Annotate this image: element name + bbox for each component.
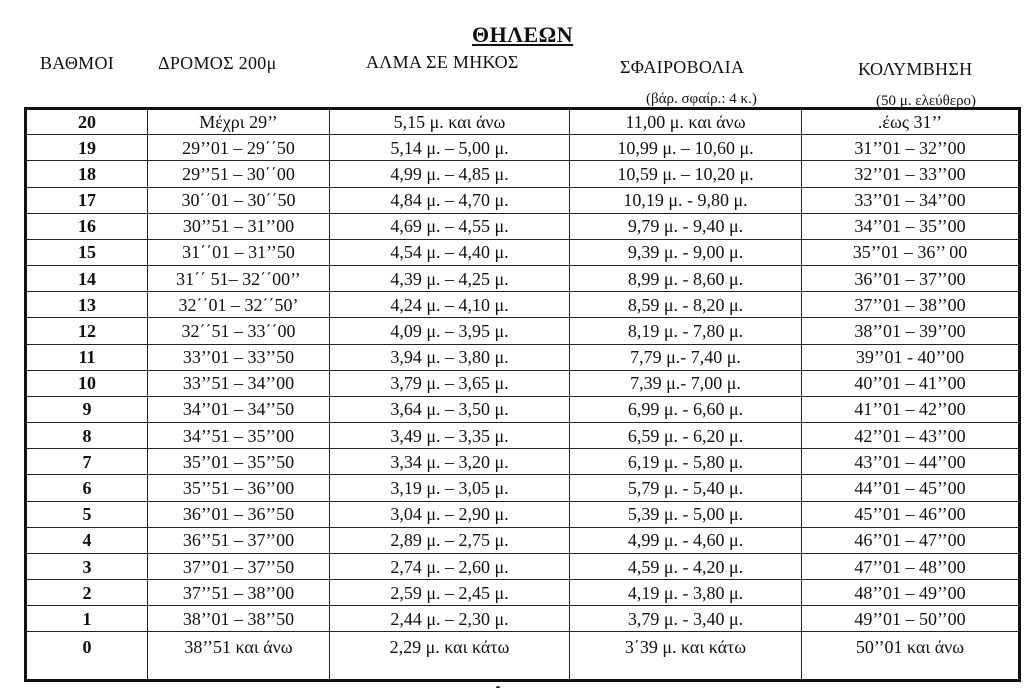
run-200m-cell: 34’’51 – 35’’00 [148, 423, 330, 449]
swimming-cell: 32’’01 – 33’’00 [802, 161, 1020, 187]
run-200m-cell: 33’’51 – 34’’00 [148, 370, 330, 396]
grade-cell: 8 [26, 423, 148, 449]
long-jump-cell: 4,39 μ. – 4,25 μ. [330, 266, 570, 292]
run-200m-cell: 30’’51 – 31’’00 [148, 213, 330, 239]
long-jump-cell: 3,34 μ. – 3,20 μ. [330, 449, 570, 475]
long-jump-cell: 3,19 μ. – 3,05 μ. [330, 475, 570, 501]
run-200m-cell: 38’’51 και άνω [148, 632, 330, 681]
shot-put-cell: 6,99 μ. - 6,60 μ. [570, 396, 802, 422]
shot-put-cell: 3,79 μ. - 3,40 μ. [570, 606, 802, 632]
subheader-shot-weight: (βάρ. σφαίρ.: 4 κ.) [646, 91, 757, 107]
shot-put-cell: 6,59 μ. - 6,20 μ. [570, 423, 802, 449]
page-title: ΘΗΛΕΩΝ [472, 22, 574, 47]
grade-cell: 7 [26, 449, 148, 475]
table-row [26, 213, 1020, 239]
long-jump-cell: 4,84 μ. – 4,70 μ. [330, 187, 570, 213]
shot-put-cell: 5,79 μ. - 5,40 μ. [570, 475, 802, 501]
long-jump-cell: 3,04 μ. – 2,90 μ. [330, 501, 570, 527]
grade-cell: 20 [26, 109, 148, 135]
shot-put-cell: 10,19 μ. - 9,80 μ. [570, 187, 802, 213]
scoring-table [24, 107, 1021, 682]
swimming-cell: 47’’01 – 48’’00 [802, 553, 1020, 579]
shot-put-cell: 5,39 μ. - 5,00 μ. [570, 501, 802, 527]
table-row [26, 475, 1020, 501]
swimming-cell: 42’’01 – 43’’00 [802, 423, 1020, 449]
swimming-cell: 41’’01 – 42’’00 [802, 396, 1020, 422]
shot-put-cell: 9,79 μ. - 9,40 μ. [570, 213, 802, 239]
table-row [26, 161, 1020, 187]
run-200m-cell: 33’’01 – 33’’50 [148, 344, 330, 370]
table-row [26, 135, 1020, 161]
swimming-cell: 34’’01 – 35’’00 [802, 213, 1020, 239]
grade-cell: 4 [26, 527, 148, 553]
swimming-cell: 31’’01 – 32’’00 [802, 135, 1020, 161]
table-row [26, 632, 1020, 681]
table-row [26, 239, 1020, 265]
run-200m-cell: 36’’01 – 36’’50 [148, 501, 330, 527]
run-200m-cell: 37’’51 – 38’’00 [148, 580, 330, 606]
grade-cell: 5 [26, 501, 148, 527]
run-200m-cell: 30΄΄01 – 30΄΄50 [148, 187, 330, 213]
long-jump-cell: 2,44 μ. – 2,30 μ. [330, 606, 570, 632]
swimming-cell: 43’’01 – 44’’00 [802, 449, 1020, 475]
shot-put-cell: 10,59 μ. – 10,20 μ. [570, 161, 802, 187]
grade-cell: 18 [26, 161, 148, 187]
swimming-cell: 46’’01 – 47’’00 [802, 527, 1020, 553]
shot-put-cell: 4,19 μ. - 3,80 μ. [570, 580, 802, 606]
run-200m-cell: 37’’01 – 37’’50 [148, 553, 330, 579]
swimming-cell: 37’’01 – 38’’00 [802, 292, 1020, 318]
grade-cell: 19 [26, 135, 148, 161]
grade-cell: 6 [26, 475, 148, 501]
header-long-jump: ΑΛΜΑ ΣΕ ΜΗΚΟΣ [366, 52, 519, 72]
table-row [26, 606, 1020, 632]
grade-cell: 2 [26, 580, 148, 606]
swimming-cell: 48’’01 – 49’’00 [802, 580, 1020, 606]
run-200m-cell: 36’’51 – 37’’00 [148, 527, 330, 553]
long-jump-cell: 4,99 μ. – 4,85 μ. [330, 161, 570, 187]
table-row [26, 370, 1020, 396]
grade-cell: 11 [26, 344, 148, 370]
table-row [26, 449, 1020, 475]
grade-cell: 0 [26, 632, 148, 681]
grade-cell: 3 [26, 553, 148, 579]
shot-put-cell: 6,19 μ. - 5,80 μ. [570, 449, 802, 475]
grade-cell: 15 [26, 239, 148, 265]
header-shot-put: ΣΦΑΙΡΟΒΟΛΙΑ [620, 57, 745, 77]
swimming-cell: 44’’01 – 45’’00 [802, 475, 1020, 501]
shot-put-cell: 7,39 μ.- 7,00 μ. [570, 370, 802, 396]
swimming-cell: 39’’01 - 40’’00 [802, 344, 1020, 370]
table-row [26, 580, 1020, 606]
long-jump-cell: 2,74 μ. – 2,60 μ. [330, 553, 570, 579]
table-row [26, 396, 1020, 422]
swimming-cell: .έως 31’’ [802, 109, 1020, 135]
table-row [26, 501, 1020, 527]
long-jump-cell: 3,49 μ. – 3,35 μ. [330, 423, 570, 449]
grade-cell: 12 [26, 318, 148, 344]
swimming-cell: 38’’01 – 39’’00 [802, 318, 1020, 344]
header-200m-run: ΔΡΟΜΟΣ 200μ [158, 53, 277, 73]
table-row [26, 344, 1020, 370]
swimming-cell: 33’’01 – 34’’00 [802, 187, 1020, 213]
table-row [26, 187, 1020, 213]
shot-put-cell: 8,99 μ. - 8,60 μ. [570, 266, 802, 292]
shot-put-cell: 10,99 μ. – 10,60 μ. [570, 135, 802, 161]
shot-put-cell: 11,00 μ. και άνω [570, 109, 802, 135]
swimming-cell: 45’’01 – 46’’00 [802, 501, 1020, 527]
long-jump-cell: 2,89 μ. – 2,75 μ. [330, 527, 570, 553]
swimming-cell: 36’’01 – 37’’00 [802, 266, 1020, 292]
run-200m-cell: 29’’51 – 30΄΄00 [148, 161, 330, 187]
swimming-cell: 35’’01 – 36’’ 00 [802, 239, 1020, 265]
grade-cell: 17 [26, 187, 148, 213]
run-200m-cell: Μέχρι 29’’ [148, 109, 330, 135]
grade-cell: 1 [26, 606, 148, 632]
long-jump-cell: 3,94 μ. – 3,80 μ. [330, 344, 570, 370]
run-200m-cell: 32΄΄51 – 33΄΄00 [148, 318, 330, 344]
long-jump-cell: 4,54 μ. – 4,40 μ. [330, 239, 570, 265]
run-200m-cell: 29’’01 – 29΄΄50 [148, 135, 330, 161]
swimming-cell: 50’’01 και άνω [802, 632, 1020, 681]
long-jump-cell: 5,15 μ. και άνω [330, 109, 570, 135]
subheader-swim-distance: (50 μ. ελεύθερο) [876, 93, 977, 109]
long-jump-cell: 4,24 μ. – 4,10 μ. [330, 292, 570, 318]
run-200m-cell: 32΄΄01 – 32΄΄50’ [148, 292, 330, 318]
run-200m-cell: 31΄΄01 – 31’’50 [148, 239, 330, 265]
shot-put-cell: 4,99 μ. - 4,60 μ. [570, 527, 802, 553]
run-200m-cell: 35’’01 – 35’’50 [148, 449, 330, 475]
long-jump-cell: 4,69 μ. – 4,55 μ. [330, 213, 570, 239]
table-row [26, 553, 1020, 579]
table-row [26, 292, 1020, 318]
table-row [26, 109, 1020, 135]
table-row [26, 266, 1020, 292]
long-jump-cell: 2,59 μ. – 2,45 μ. [330, 580, 570, 606]
swimming-cell: 49’’01 – 50’’00 [802, 606, 1020, 632]
long-jump-cell: 3,64 μ. – 3,50 μ. [330, 396, 570, 422]
grade-cell: 10 [26, 370, 148, 396]
shot-put-cell: 8,59 μ. - 8,20 μ. [570, 292, 802, 318]
shot-put-cell: 3΄39 μ. και κάτω [570, 632, 802, 681]
long-jump-cell: 4,09 μ. – 3,95 μ. [330, 318, 570, 344]
shot-put-cell: 9,39 μ. - 9,00 μ. [570, 239, 802, 265]
grade-cell: 14 [26, 266, 148, 292]
run-200m-cell: 31΄΄ 51– 32΄΄00’’ [148, 266, 330, 292]
long-jump-cell: 2,29 μ. και κάτω [330, 632, 570, 681]
run-200m-cell: 35’’51 – 36’’00 [148, 475, 330, 501]
swimming-cell: 40’’01 – 41’’00 [802, 370, 1020, 396]
grade-cell: 16 [26, 213, 148, 239]
run-200m-cell: 38’’01 – 38’’50 [148, 606, 330, 632]
grade-cell: 9 [26, 396, 148, 422]
long-jump-cell: 5,14 μ. – 5,00 μ. [330, 135, 570, 161]
table-row [26, 318, 1020, 344]
run-200m-cell: 34’’01 – 34’’50 [148, 396, 330, 422]
long-jump-cell: 3,79 μ. – 3,65 μ. [330, 370, 570, 396]
header-grades: ΒΑΘΜΟΙ [40, 53, 115, 73]
table-row [26, 423, 1020, 449]
table-row [26, 527, 1020, 553]
header-swimming: ΚΟΛΥΜΒΗΣΗ [858, 59, 973, 79]
shot-put-cell: 4,59 μ. - 4,20 μ. [570, 553, 802, 579]
grade-cell: 13 [26, 292, 148, 318]
page-mark [496, 686, 500, 692]
shot-put-cell: 8,19 μ. - 7,80 μ. [570, 318, 802, 344]
shot-put-cell: 7,79 μ.- 7,40 μ. [570, 344, 802, 370]
